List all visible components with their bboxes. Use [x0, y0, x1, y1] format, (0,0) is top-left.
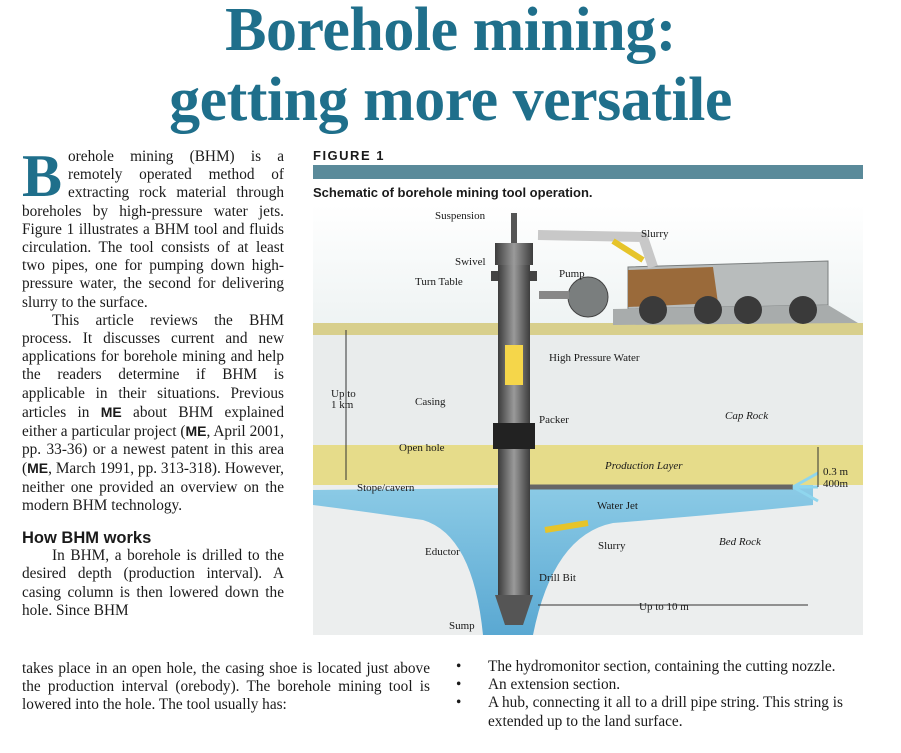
me-abbrev: ME — [100, 403, 122, 420]
section-heading: How BHM works — [22, 529, 152, 548]
label-thickness-1: 0.3 m — [823, 466, 849, 478]
pump-icon — [568, 277, 608, 317]
label-slurry-bottom: Slurry — [598, 540, 626, 552]
truck-wheel — [694, 296, 722, 324]
drop-cap: B — [22, 143, 63, 209]
left-column — [22, 143, 284, 620]
title-line-1: Borehole mining: — [225, 0, 676, 64]
label-eductor: Eductor — [425, 546, 460, 558]
label-packer: Packer — [539, 414, 569, 426]
label-casing: Casing — [415, 396, 446, 408]
figure-caption: Schematic of borehole mining tool operation. — [313, 185, 593, 200]
truck-wheel — [789, 296, 817, 324]
review-text-d: , March 1991, pp. 313-318). However, neither one provided an overview on the modern BHM technology. — [22, 460, 284, 514]
label-slurry-top: Slurry — [641, 228, 669, 240]
label-bed-rock: Bed Rock — [719, 536, 761, 548]
label-swivel: Swivel — [455, 256, 486, 268]
tool-parts-list — [454, 658, 874, 731]
intro-paragraph — [22, 143, 284, 312]
packer — [493, 423, 535, 449]
list-item — [454, 658, 874, 676]
label-high-pressure-water: High Pressure Water — [549, 352, 640, 364]
swivel — [495, 243, 533, 265]
figure-header-bar — [313, 165, 863, 179]
high-pressure-water-icon — [505, 345, 523, 385]
label-up-to: Up to — [331, 388, 356, 400]
bullet-glyph: • — [456, 676, 462, 694]
list-item — [454, 694, 874, 730]
list-item-text: An extension section. — [488, 676, 621, 694]
schematic-svg — [313, 205, 863, 635]
label-open-hole: Open hole — [399, 442, 445, 454]
review-text-c: , April 2001, pp. 33-36) or a newest patent in this area ( — [22, 423, 284, 478]
suspension-cable — [511, 213, 517, 243]
me-abbrev: ME — [27, 460, 49, 477]
section-paragraph: In BHM, a borehole is drilled to the desired depth (production interval). A casing column is then lowered down the hole. Since BHM — [22, 547, 284, 619]
label-water-jet: Water Jet — [597, 500, 638, 512]
bullet-glyph: • — [456, 694, 462, 712]
label-cap-rock: Cap Rock — [725, 410, 769, 422]
production-layer — [313, 445, 863, 485]
label-drill-bit: Drill Bit — [539, 572, 576, 584]
borehole-schematic — [313, 205, 863, 635]
label-turn-table: Turn Table — [415, 276, 463, 288]
topsoil-layer — [313, 323, 863, 335]
label-thickness-2: 400m — [823, 478, 849, 490]
label-sump: Sump — [449, 620, 475, 632]
bullet-glyph: • — [456, 658, 462, 675]
section-continuation: takes place in an open hole, the casing shoe is located just above the production interval (orebody). The borehole mining tool is lowered into the hole. The tool usually has: — [22, 660, 430, 714]
list-item — [454, 676, 874, 694]
truck-wheel — [734, 296, 762, 324]
title-line-2: getting more versatile — [169, 66, 732, 134]
label-production-layer: Production Layer — [605, 460, 683, 472]
review-paragraph — [22, 312, 284, 515]
list-item-text: A hub, connecting it all to a drill pipe string. This string is extended up to the land surface. — [488, 694, 843, 730]
label-stope: Stope/cavern — [357, 482, 415, 494]
intro-text: orehole mining (BHM) is a remotely operated method of extracting rock material through boreholes by high-pressure water jets. Figure 1 illustrates a BHM tool and fluids circulation. The tool consists of at least two pipes, one for pumping down high-pressure water, the second for delivering slurry to the surface. — [22, 148, 284, 311]
label-one-km: 1 km — [331, 399, 354, 411]
figure-label: FIGURE 1 — [313, 148, 385, 163]
truck-wheel — [639, 296, 667, 324]
review-text-b: about BHM explained either a particular project ( — [22, 403, 284, 441]
review-text-a: This article reviews the BHM process. It discusses current and new applications for borehole mining and help the readers determine if BHM is applicable in their situations. Previous articles in — [22, 311, 284, 421]
label-suspension: Suspension — [435, 210, 486, 222]
list-item-text: The hydromonitor section, containing the cutting nozzle. — [488, 658, 836, 675]
me-abbrev: ME — [185, 423, 207, 440]
label-up-to-10m: Up to 10 m — [639, 601, 689, 613]
label-pump: Pump — [559, 268, 585, 280]
